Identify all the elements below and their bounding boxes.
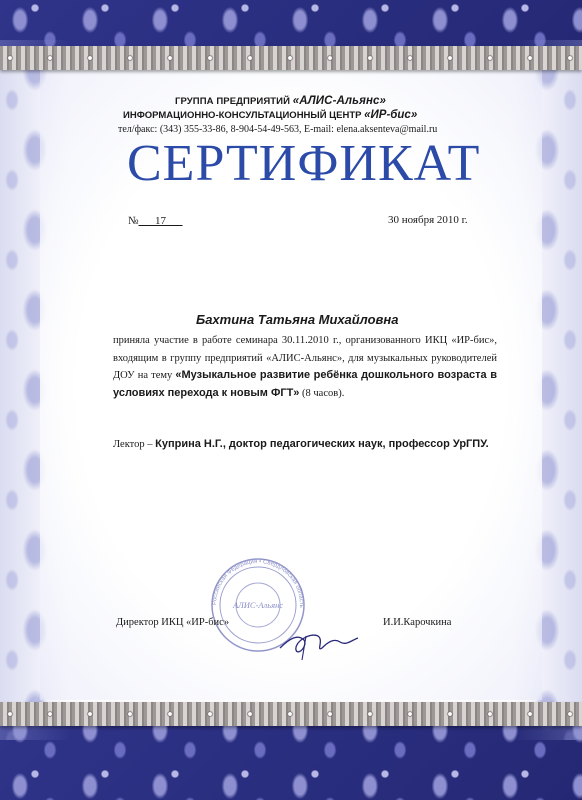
signer-name: И.И.Карочкина bbox=[383, 617, 452, 628]
group-brand: «АЛИС-Альянс» bbox=[292, 95, 387, 107]
director-position: Директор ИКЦ «ИР-бис» bbox=[116, 617, 230, 628]
certificate-body: приняла участие в работе семинара 30.11.2010 г., организованного ИКЦ «ИР-бис», входящим в группу предприятий «АЛИС-Альянс», для музыкальных руководителей ДОУ на тему «Музыкальное развитие ребёнка дошкольного возраста в условиях перехода к новым ФГТ» (8 часов). bbox=[113, 335, 497, 399]
top-lace-border bbox=[0, 46, 582, 70]
stamp-center-text: АЛИС-Альянс bbox=[232, 600, 284, 610]
lector-name: Куприна Н.Г., доктор педагогических наук, профессор УрГПУ. bbox=[155, 438, 489, 450]
center-header: ИНФОРМАЦИОННО-КОНСУЛЬТАЦИОННЫЙ ЦЕНТР «ИР-бис» bbox=[123, 109, 418, 121]
stamp-ring-text: Российская Федерация • Свердловская область bbox=[211, 558, 305, 608]
certificate-title: СЕРТИФИКАТ bbox=[127, 135, 481, 192]
certificate-number: №___17___ bbox=[128, 215, 183, 227]
lector-line: Лектор – Куприна Н.Г., доктор педагогических наук, профессор УрГПУ. bbox=[113, 438, 489, 450]
bottom-lace-border bbox=[0, 702, 582, 726]
group-header: ГРУППА ПРЕДПРИЯТИЙ «АЛИС-Альянс» bbox=[175, 95, 387, 107]
center-brand: «ИР-бис» bbox=[364, 109, 418, 121]
contacts-line: тел/факс: (343) 355-33-86, 8-904-54-49-563, E-mail: elena.aksenteva@mail.ru bbox=[118, 124, 438, 135]
director-signature bbox=[268, 618, 368, 668]
recipient-name: Бахтина Татьяна Михайловна bbox=[196, 312, 399, 327]
seminar-topic: «Музыкальное развитие ребёнка дошкольного возраста в условиях перехода к новым ФГТ» bbox=[113, 369, 497, 399]
certificate-date: 30 ноября 2010 г. bbox=[388, 214, 468, 226]
